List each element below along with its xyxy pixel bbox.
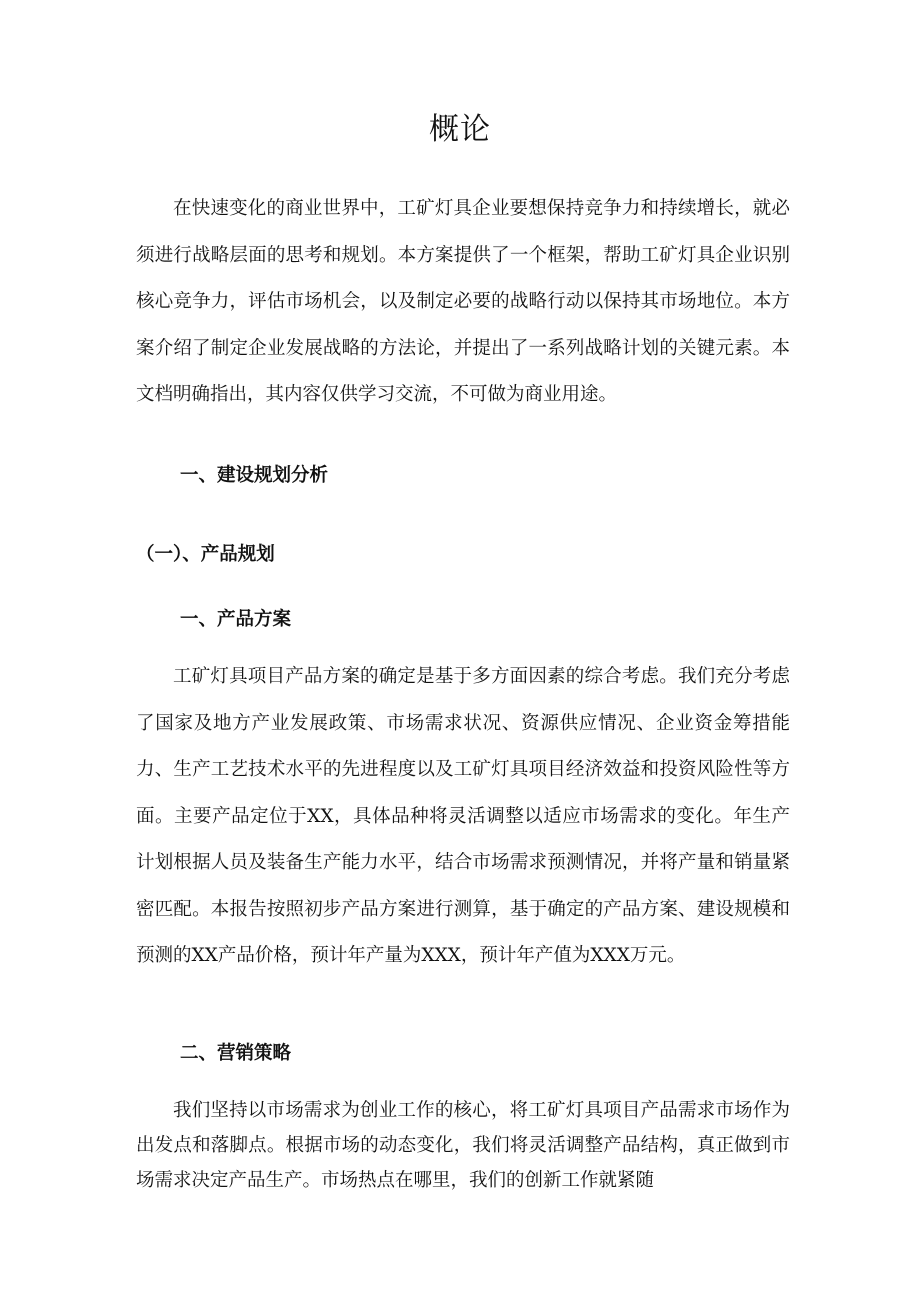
marketing-strategy-paragraph: 我们坚持以市场需求为创业工作的核心，将工矿灯具项目产品需求市场作为出发点和落脚点。根据市场的动态变化，我们将灵活调整产品结构，真正做到市场需求决定产品生产。市场热点在哪里，我们的创新工作就紧随 [136,1100,790,1191]
subsection-heading-product-plan: 一、产品方案 [180,609,292,630]
section-heading-product-planning: （一）、产品规划 [136,544,275,565]
intro-paragraph: 在快速变化的商业世界中，工矿灯具企业要想保持竞争力和持续增长，就必须进行战略层面的思考和规划。本方案提供了一个框架，帮助工矿灯具企业识别核心竞争力，评估市场机会，以及制定必要的战略行动以保持其市场地位。本方案介绍了制定企业发展战略的方法论，并提出了一系列战略计划的关键元素。本文档明确指出，其内容仅供学习交流，不可做为商业用途。 [136,198,790,405]
product-plan-paragraph: 工矿灯具项目产品方案的确定是基于多方面因素的综合考虑。我们充分考虑了国家及地方产业发展政策、市场需求状况、资源供应情况、企业资金筹措能力、生产工艺技术水平的先进程度以及工矿灯具项目经济效益和投资风险性等方面。主要产品定位于XX，具体品种将灵活调整以适应市场需求的变化。年生产计划根据人员及装备生产能力水平，结合市场需求预测情况，并将产量和销量紧密匹配。本报告按照初步产品方案进行测算，基于确定的产品方案、建设规模和预测的XX产品价格，预计年产量为XXX，预计年产值为XXX万元。 [136,666,790,966]
page-title: 概论 [429,112,491,147]
section-heading-construction-planning: 一、建设规划分析 [180,465,329,486]
subsection-heading-marketing-strategy: 二、营销策略 [180,1043,292,1064]
